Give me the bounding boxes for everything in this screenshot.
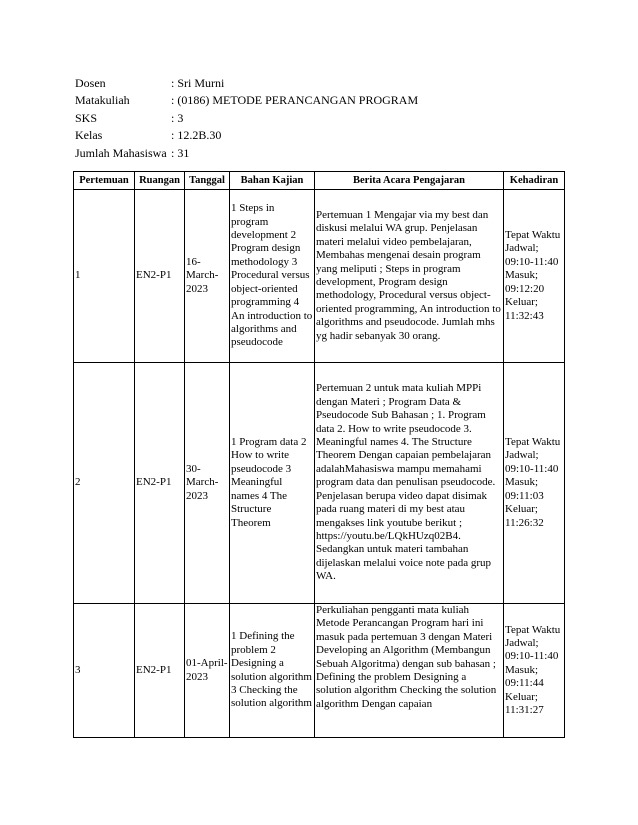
info-label: SKS (75, 110, 98, 125)
cell-tanggal: 30-March-2023 (185, 363, 230, 604)
cell-kehadiran: Tepat Waktu Jadwal; 09:10-11:40 Masuk; 09:11:44 Keluar; 11:31:27 (504, 604, 565, 738)
cell-ruangan: EN2-P1 (135, 604, 185, 738)
cell-bahan-kajian: 1 Program data 2 How to write pseudocode 3 Meaningful names 4 The Structure Theorem (230, 363, 315, 604)
cell-pertemuan: 1 (74, 190, 135, 363)
teaching-log-table (73, 171, 565, 738)
info-row-dosen (75, 75, 418, 92)
cell-tanggal: 16-March-2023 (185, 190, 230, 363)
header-pertemuan: Pertemuan (74, 172, 135, 190)
info-row-jumlah-mahasiswa (75, 145, 418, 162)
cell-bahan-kajian: 1 Defining the problem 2 Designing a solution algorithm 3 Checking the solution algorithm (230, 604, 315, 738)
table-row (74, 604, 565, 738)
info-row-sks (75, 110, 418, 127)
header-berita-acara: Berita Acara Pengajaran (315, 172, 504, 190)
header-bahan-kajian: Bahan Kajian (230, 172, 315, 190)
cell-berita-acara: Pertemuan 1 Mengajar via my best dan diskusi melalui WA grup. Penjelasan materi melalui video pembelajaran, Membahas mengenai desain program yang meliputi ; Steps in program development, Program design methodology, Procedural versus object-oriented programming, An introduction to algorithms and pseudocode. Jumlah mhs yg hadir sebanyak 30 orang. (315, 190, 504, 363)
info-label: Matakuliah (75, 93, 130, 108)
info-label: Kelas (75, 128, 103, 143)
cell-pertemuan: 2 (74, 363, 135, 604)
info-row-kelas (75, 127, 418, 144)
cell-pertemuan: 3 (74, 604, 135, 738)
info-row-matakuliah (75, 92, 418, 109)
cell-berita-acara: Perkuliahan pengganti mata kuliah Metode Perancangan Program hari ini masuk pada pertemuan 3 dengan Materi Developing an Algorithm (Membangun Sebuah Algoritma) dengan sub bahasan ; Defining the problem Designing a solution algorithm Checking the solution algorithm Dengan capaian (315, 604, 504, 738)
cell-ruangan: EN2-P1 (135, 190, 185, 363)
course-info (75, 75, 418, 162)
header-kehadiran: Kehadiran (504, 172, 565, 190)
info-value: : 31 (171, 145, 190, 160)
cell-tanggal: 01-April-2023 (185, 604, 230, 738)
cell-bahan-kajian: 1 Steps in program development 2 Program design methodology 3 Procedural versus object-oriented programming 4 An introduction to algorithms and pseudocode (230, 190, 315, 363)
table-header-row (74, 172, 565, 190)
info-label: Jumlah Mahasiswa (75, 145, 167, 160)
cell-kehadiran: Tepat Waktu Jadwal; 09:10-11:40 Masuk; 09:11:03 Keluar; 11:26:32 (504, 363, 565, 604)
info-value: : (0186) METODE PERANCANGAN PROGRAM (171, 93, 419, 108)
header-ruangan: Ruangan (135, 172, 185, 190)
cell-berita-acara: Pertemuan 2 untuk mata kuliah MPPi dengan Materi ; Program Data & Pseudocode Sub Bahasan ; 1. Program data 2. How to write pseudocode 3. Meaningful names 4. The Structure Theorem Dengan capaian pembelajaran adalahMahasiswa mampu memahami program data dan penulisan pseudocode. Penjelasan berupa video dapat disimak pada ruang materi di my best atau mengakses link youtube berikut ; https://youtu.be/LQkHUzq02B4. Sedangkan untuk materi tambahan dijelaskan melalui voice note pada grup WA. (315, 363, 504, 604)
table-row (74, 363, 565, 604)
info-value: : 12.2B.30 (171, 128, 222, 143)
cell-kehadiran: Tepat Waktu Jadwal; 09:10-11:40 Masuk; 09:12:20 Keluar; 11:32:43 (504, 190, 565, 363)
cell-ruangan: EN2-P1 (135, 363, 185, 604)
table-row (74, 190, 565, 363)
info-label: Dosen (75, 76, 106, 90)
info-value: : Sri Murni (171, 76, 225, 90)
info-value: : 3 (171, 110, 184, 125)
header-tanggal: Tanggal (185, 172, 230, 190)
